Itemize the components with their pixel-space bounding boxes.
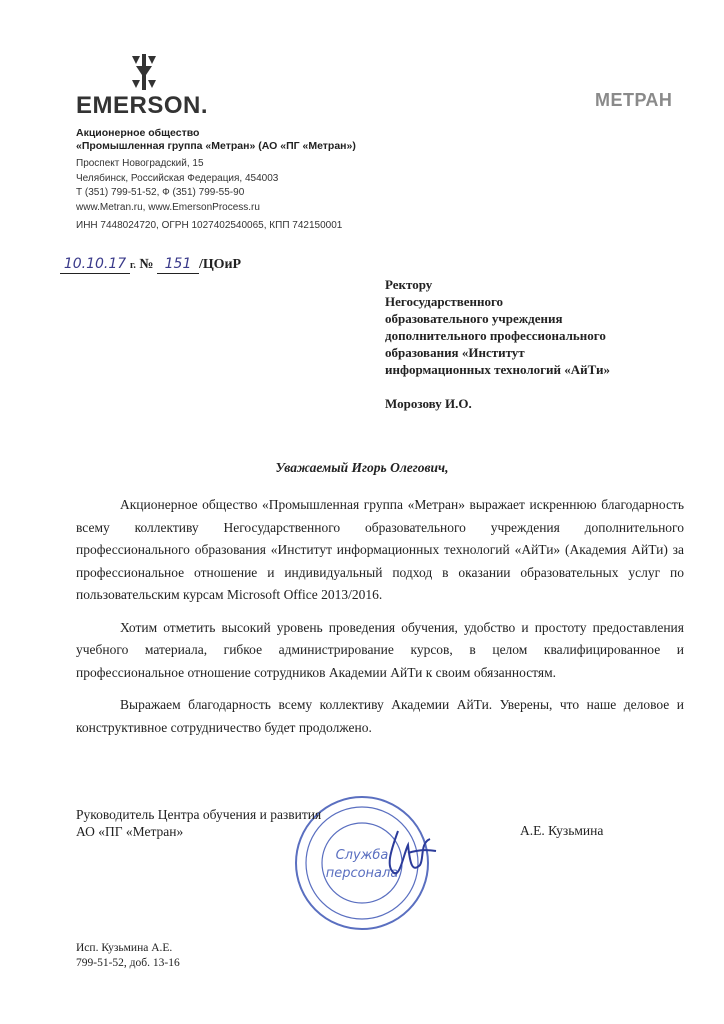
paragraph: Хотим отметить высокий уровень проведения обучения, удобство и простоту предоставления учебного материала, гибкое администрирование курсов, в целом квалифицированное и профессиональное отношение сотрудников Академии АйТи к своим обязанностям. <box>76 619 684 680</box>
paragraph: Акционерное общество «Промышленная группа «Метран» выражает искреннюю благодарность всему коллективу Негосударственного образовательного учреждения дополнительного профессионального образования «Институт информационных технологий «АйТи» (Академия АйТи) за профессиональное отношение и индивидуальный подход в оказании образовательных услуг по пользовательским курсам Microsoft Office 2013/2016. <box>76 497 684 602</box>
company-contacts <box>76 157 342 234</box>
recipient-block: Ректору Негосударственного образовательного учреждения дополнительного профессионального образования «Институт информационных технологий «АйТи» <box>385 277 610 377</box>
paragraph: Выражаем благодарность всему коллективу Академии АйТи. Уверены, что наше деловое и конструктивное сотрудничество будет продолжено. <box>76 697 684 735</box>
signatory-position: Руководитель Центра обучения и развития АО «ПГ «Метран» <box>76 807 322 839</box>
letter-number: 151 <box>164 256 192 272</box>
stamp-text-line1: Служба <box>335 848 389 863</box>
letter-body <box>76 494 684 749</box>
ids-line: ИНН 7448024720, ОГРН 1027402540065, КПП 742150001 <box>76 220 343 231</box>
salutation: Уважаемый Игорь Олегович, <box>275 460 449 475</box>
emerson-emblem-icon <box>124 54 164 90</box>
recipient-name: Морозову И.О. <box>385 396 472 411</box>
company-name: Акционерное общество «Промышленная группа «Метран» (АО «ПГ «Метран») <box>76 127 356 152</box>
registration-number: 10.10.17 г. № 151 /ЦОиР <box>60 256 241 274</box>
address-line: Проспект Новоградский, 15 <box>76 158 204 169</box>
city-line: Челябинск, Российская Федерация, 454003 <box>76 172 279 184</box>
stamp-text-line2: персонала <box>325 866 399 881</box>
metran-logo: МЕТРАН <box>595 90 673 110</box>
phone-line: Т (351) 799-51-52, Ф (351) 799-55-90 <box>76 187 245 198</box>
letter-date: 10.10.17 <box>63 256 127 272</box>
signatory-name: А.Е. Кузьмина <box>520 823 604 838</box>
emerson-wordmark: EMERSON. <box>76 92 209 119</box>
web-line: www.Metran.ru, www.EmersonProcess.ru <box>76 201 260 213</box>
executor-info: Исп. Кузьмина А.Е. 799-51-52, доб. 13-16 <box>76 942 180 969</box>
